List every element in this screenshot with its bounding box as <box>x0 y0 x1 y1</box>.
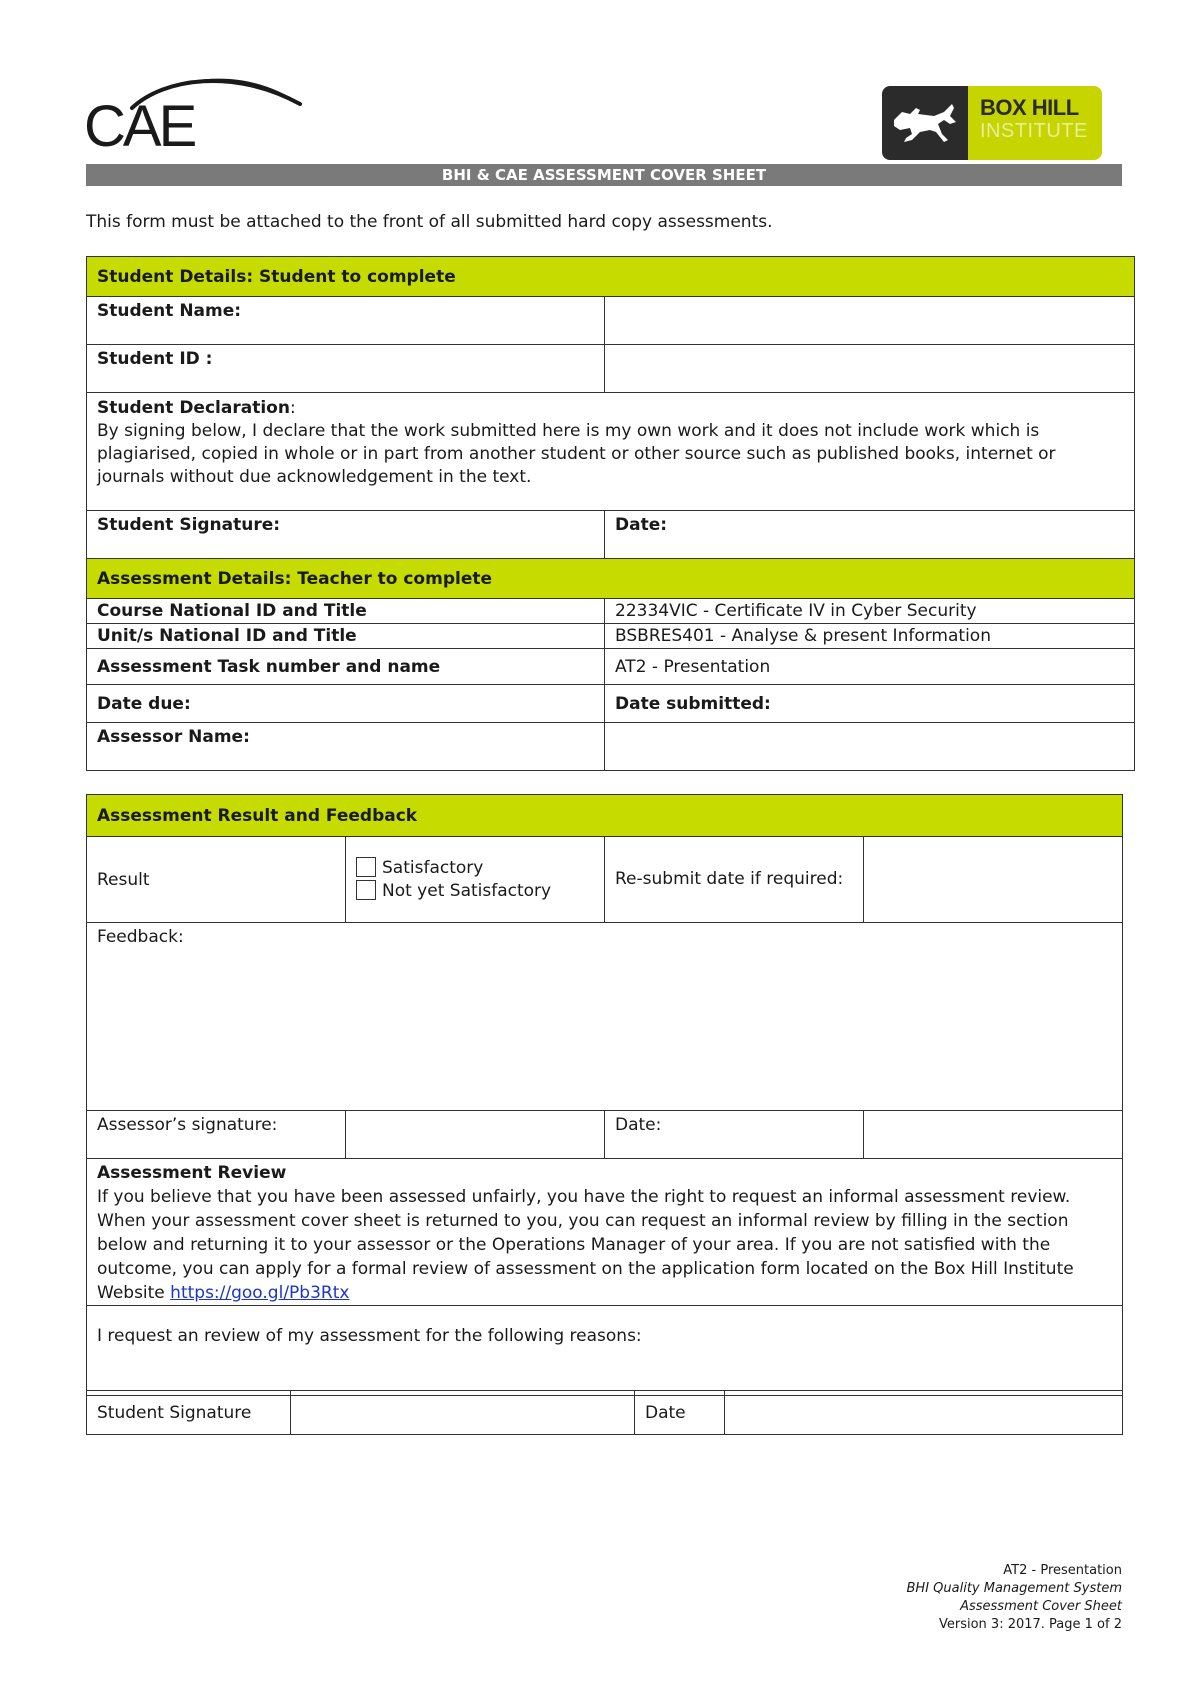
footer-line4: Version 3: 2017. Page 1 of 2 <box>938 1617 1122 1632</box>
page-footer <box>907 1562 1123 1634</box>
declaration-colon: : <box>289 398 296 418</box>
footer-line2: BHI Quality Management System <box>906 1581 1122 1596</box>
course-value: 22334VIC - Certificate IV in Cyber Security <box>605 599 1135 624</box>
assessor-date-label: Date: <box>605 1111 864 1159</box>
declaration-text: By signing below, I declare that the work submitted here is my own work and it does not include work which is plagiarised, copied in whole or in part from another student or other source such as published books, internet or journals without due acknowledgement in the text. <box>97 421 1056 487</box>
student-id-label: Student ID : <box>87 345 605 393</box>
bhi-logo-line2: INSTITUTE <box>980 120 1088 142</box>
signoff-student-signature-label: Student Signature <box>87 1391 291 1435</box>
date-due-label[interactable]: Date due: <box>87 685 605 723</box>
review-heading: Assessment Review <box>97 1163 287 1183</box>
bhi-logo-line1: BOX HILL <box>980 95 1079 120</box>
student-details-heading: Student Details: Student to complete <box>87 257 1135 297</box>
date-submitted-label[interactable]: Date submitted: <box>605 685 1135 723</box>
signoff-student-signature-field[interactable] <box>291 1391 635 1435</box>
satisfactory-option[interactable] <box>356 857 594 880</box>
student-id-field[interactable] <box>605 345 1135 393</box>
declaration-label: Student Declaration <box>97 398 290 418</box>
result-label: Result <box>87 837 346 923</box>
student-date-label[interactable]: Date: <box>605 511 1135 559</box>
satisfactory-label: Satisfactory <box>382 857 484 878</box>
result-options <box>346 837 605 923</box>
assessor-name-field[interactable] <box>605 723 1135 771</box>
intro-text: This form must be attached to the front of all submitted hard copy assessments. <box>86 212 773 232</box>
result-feedback-heading: Assessment Result and Feedback <box>87 795 1123 837</box>
assessor-signature-field[interactable] <box>346 1111 605 1159</box>
review-link[interactable]: https://goo.gl/Pb3Rtx <box>170 1283 350 1303</box>
assessor-date-field[interactable] <box>864 1111 1123 1159</box>
review-text: If you believe that you have been assessed unfairly, you have the right to request an informal assessment review. When your assessment cover sheet is returned to you, you can request an informal review by filling in the section below and returning it to your assessor or the Operations Manager of your area. If you are not satisfied with the outcome, you can apply for a formal review of assessment on the application form located on the Box Hill Institute Website <box>97 1187 1074 1303</box>
student-name-field[interactable] <box>605 297 1135 345</box>
footer-line1: AT2 - Presentation <box>1003 1563 1122 1578</box>
cae-logo <box>84 68 304 164</box>
signoff-date-field[interactable] <box>725 1391 1123 1435</box>
satisfactory-checkbox[interactable] <box>356 857 376 877</box>
signoff-date-label: Date <box>635 1391 725 1435</box>
unit-value: BSBRES401 - Analyse & present Information <box>605 624 1135 649</box>
feedback-field[interactable] <box>87 923 1123 1111</box>
student-declaration <box>87 393 1135 511</box>
student-signature-label: Student Signature: <box>87 511 605 559</box>
signoff-table <box>86 1390 1123 1435</box>
cae-logo-text: CAE <box>84 94 195 159</box>
student-name-label: Student Name: <box>87 297 605 345</box>
horse-icon <box>882 86 968 160</box>
assessment-review <box>87 1159 1123 1306</box>
result-feedback-table <box>86 794 1123 1396</box>
review-request-field[interactable] <box>87 1306 1123 1396</box>
task-label: Assessment Task number and name <box>87 649 605 685</box>
not-yet-satisfactory-checkbox[interactable] <box>356 880 376 900</box>
student-assessment-details-table <box>86 256 1135 771</box>
unit-label: Unit/s National ID and Title <box>87 624 605 649</box>
feedback-label: Feedback: <box>97 927 184 947</box>
not-yet-satisfactory-label: Not yet Satisfactory <box>382 880 552 901</box>
box-hill-institute-logo <box>882 86 1102 160</box>
review-request-text: I request an review of my assessment for the following reasons: <box>97 1326 642 1346</box>
assessment-details-heading: Assessment Details: Teacher to complete <box>87 559 1135 599</box>
page-title: BHI & CAE ASSESSMENT COVER SHEET <box>86 164 1122 186</box>
course-label: Course National ID and Title <box>87 599 605 624</box>
footer-line3: Assessment Cover Sheet <box>960 1599 1122 1614</box>
assessor-signature-label: Assessor’s signature: <box>87 1111 346 1159</box>
assessor-name-label: Assessor Name: <box>87 723 605 771</box>
not-yet-satisfactory-option[interactable] <box>356 880 594 903</box>
resubmit-date-label: Re-submit date if required: <box>605 837 864 923</box>
task-value: AT2 - Presentation <box>605 649 1135 685</box>
resubmit-date-field[interactable] <box>864 837 1123 923</box>
